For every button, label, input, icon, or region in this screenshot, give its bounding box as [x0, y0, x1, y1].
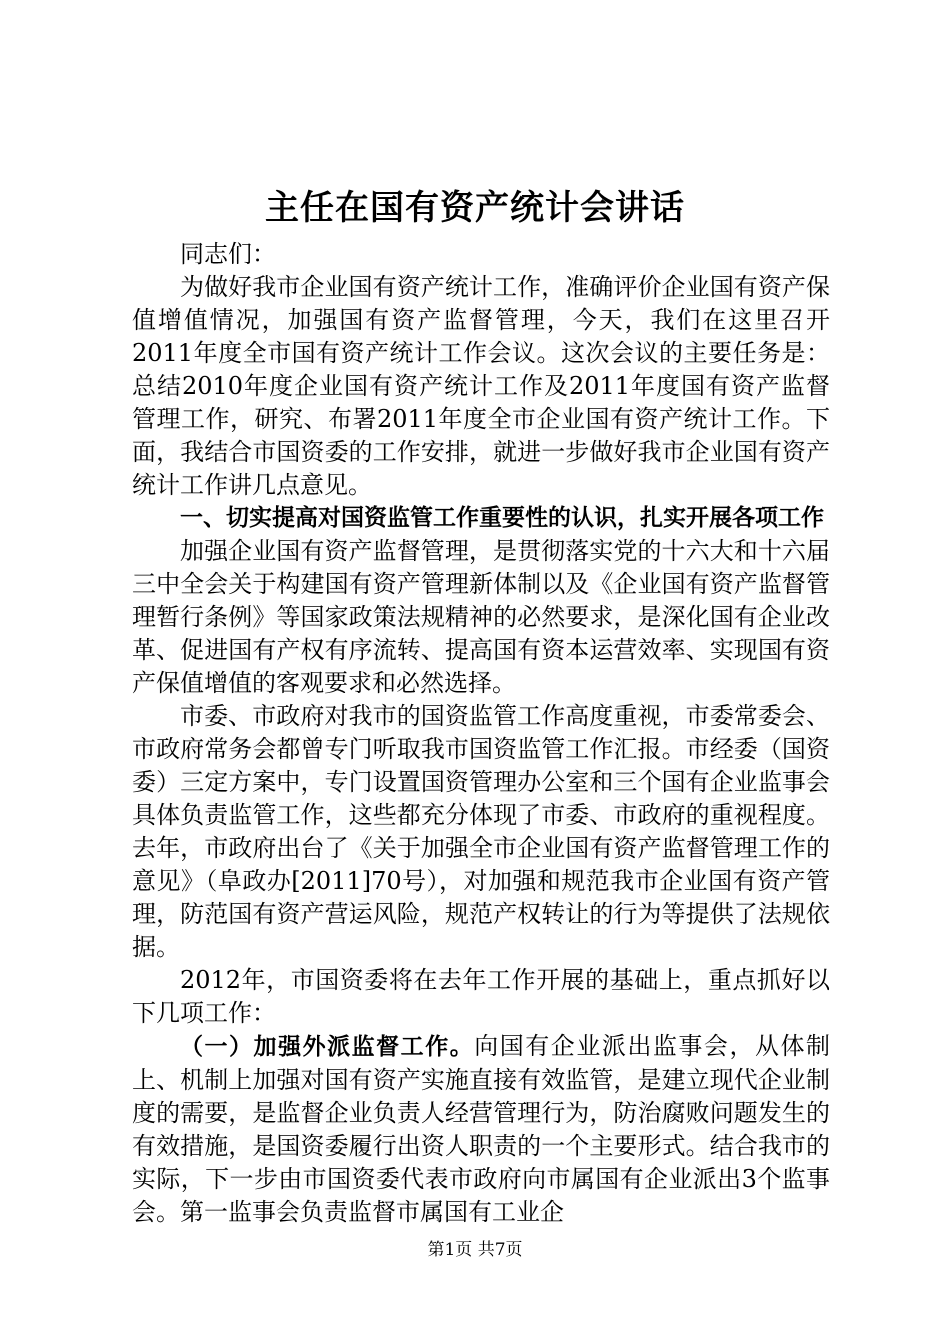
paragraph-external-supervision-text: 向国有企业派出监事会，从体制上、机制上加强对国有资产实施直接有效监管，是建立现代企业制度的需要，是监督企业负责人经营管理行为，防治腐败问题发生的有效措施，是国资委履行出资人职责的一个主要形式。结合我市的实际，下一步由市国资委代表市政府向市属国有企业派出3个监事会。第一监事会负责监督市属国有工业企: [132, 1032, 831, 1226]
paragraph-importance: 加强企业国有资产监督管理，是贯彻落实党的十六大和十六届三中全会关于构建国有资产管理新体制以及《企业国有资产监督管理暂行条例》等国家政策法规精神的必然要求，是深化国有企业改革、促进国有产权有序流转、提高国有资本运营效率、实现国有资产保值增值的客观要求和必然选择。: [132, 537, 830, 697]
document-body: [132, 238, 830, 1229]
paragraph-external-supervision: [132, 1030, 830, 1229]
paragraph-city-attention: 市委、市政府对我市的国资监管工作高度重视，市委常委会、市政府常务会都曾专门听取我市国资监管工作汇报。市经委（国资委）三定方案中，专门设置国资管理办公室和三个国有企业监事会具体负责监管工作，这些都充分体现了市委、市政府的重视程度。去年，市政府出台了《关于加强全市企业国有资产监督管理工作的意见》（阜政办[2011]70号），对加强和规范我市企业国有资产管理，防范国有资产营运风险，规范产权转让的行为等提供了法规依据。: [132, 702, 830, 961]
salutation: 同志们：: [180, 240, 276, 268]
section-heading-1: 一、切实提高对国资监管工作重要性的认识，扎实开展各项工作: [180, 505, 824, 531]
subheading-external-supervision: （一）加强外派监督工作。: [180, 1034, 475, 1060]
document-title: 主任在国有资产统计会讲话: [265, 188, 685, 228]
paragraph-2012-plan: 2012年，市国资委将在去年工作开展的基础上，重点抓好以下几项工作：: [132, 966, 830, 1027]
page-footer: 第1页 共7页: [427, 1240, 523, 1260]
paragraph-intro: 为做好我市企业国有资产统计工作，准确评价企业国有资产保值增值情况，加强国有资产监督管理，今天，我们在这里召开2011年度全市国有资产统计工作会议。这次会议的主要任务是：总结2010年度企业国有资产统计工作及2011年度国有资产监督管理工作，研究、布署2011年度全市企业国有资产统计工作。下面，我结合市国资委的工作安排，就进一步做好我市企业国有资产统计工作讲几点意见。: [132, 273, 830, 499]
